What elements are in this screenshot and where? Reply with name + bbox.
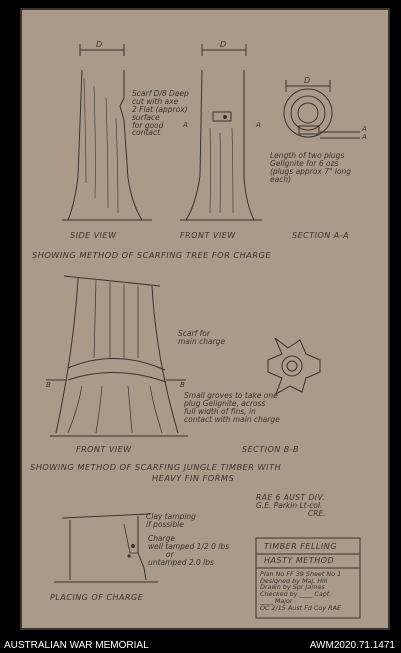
mark-a-section-1: A [362, 125, 367, 133]
side-view-label: SIDE VIEW [70, 231, 117, 240]
signature-block: RAE 6 AUST DIV. G.E. Parkin Lt-col. CRE. [256, 493, 326, 518]
title-block-title2: HASTY METHOD [264, 556, 335, 565]
scarf-note: Scarf D/8 Deep cut with axe 2 Flat (approx) surface for good contact [132, 89, 189, 138]
heading-scarfing-tree: SHOWING METHOD OF SCARFING TREE FOR CHARGE [32, 250, 272, 260]
front-view-label-2: FRONT VIEW [76, 445, 132, 454]
footer-credit: AUSTRALIAN WAR MEMORIAL [4, 640, 149, 651]
mark-a-right: A [256, 121, 261, 129]
grooves-note: Small groves to take one plug Gelignite, across full width of fins, in contact with main charge [184, 391, 280, 424]
mark-a-left: A [183, 121, 188, 129]
clay-note: Clay tamping if possible [146, 512, 196, 529]
section-aa-label: SECTION A-A [292, 231, 350, 240]
drawing-sheet [20, 8, 390, 630]
title-block-title1: TIMBER FELLING [264, 542, 337, 551]
plugs-note: Length of two plugs Gelignite for 6 ozs (plugs approx 7" long each) [270, 151, 351, 184]
title-block-rows: Plan No FF 39 Sheet No 1 Designed by Maj. Hill Drawn by Spr James Checked by ____ Capt. ____ Major OC 2/15 Aust Fd Coy RAE [260, 570, 342, 612]
mark-b-right: B [180, 381, 185, 389]
footer-accession-number: AWM2020.71.1471 [309, 640, 395, 651]
mark-b-left: B [46, 381, 51, 389]
scarf-main-note: Scarf for main charge [178, 329, 226, 346]
heading-heavy-fin: HEAVY FIN FORMS [152, 473, 235, 483]
dimension-d-section: D [304, 76, 311, 85]
section-bb-label: SECTION B-B [242, 445, 300, 454]
front-view-label: FRONT VIEW [180, 231, 236, 240]
mark-a-section-2: A [362, 133, 367, 141]
dimension-d-side: D [96, 40, 103, 49]
heading-jungle-timber: SHOWING METHOD OF SCARFING JUNGLE TIMBER WITH [30, 462, 282, 472]
charge-note: Charge well tamped 1/2 0 lbs or untamped 2.0 lbs [148, 534, 230, 567]
dimension-d-front: D [220, 40, 227, 49]
placing-of-charge-label: PLACING OF CHARGE [50, 593, 144, 602]
